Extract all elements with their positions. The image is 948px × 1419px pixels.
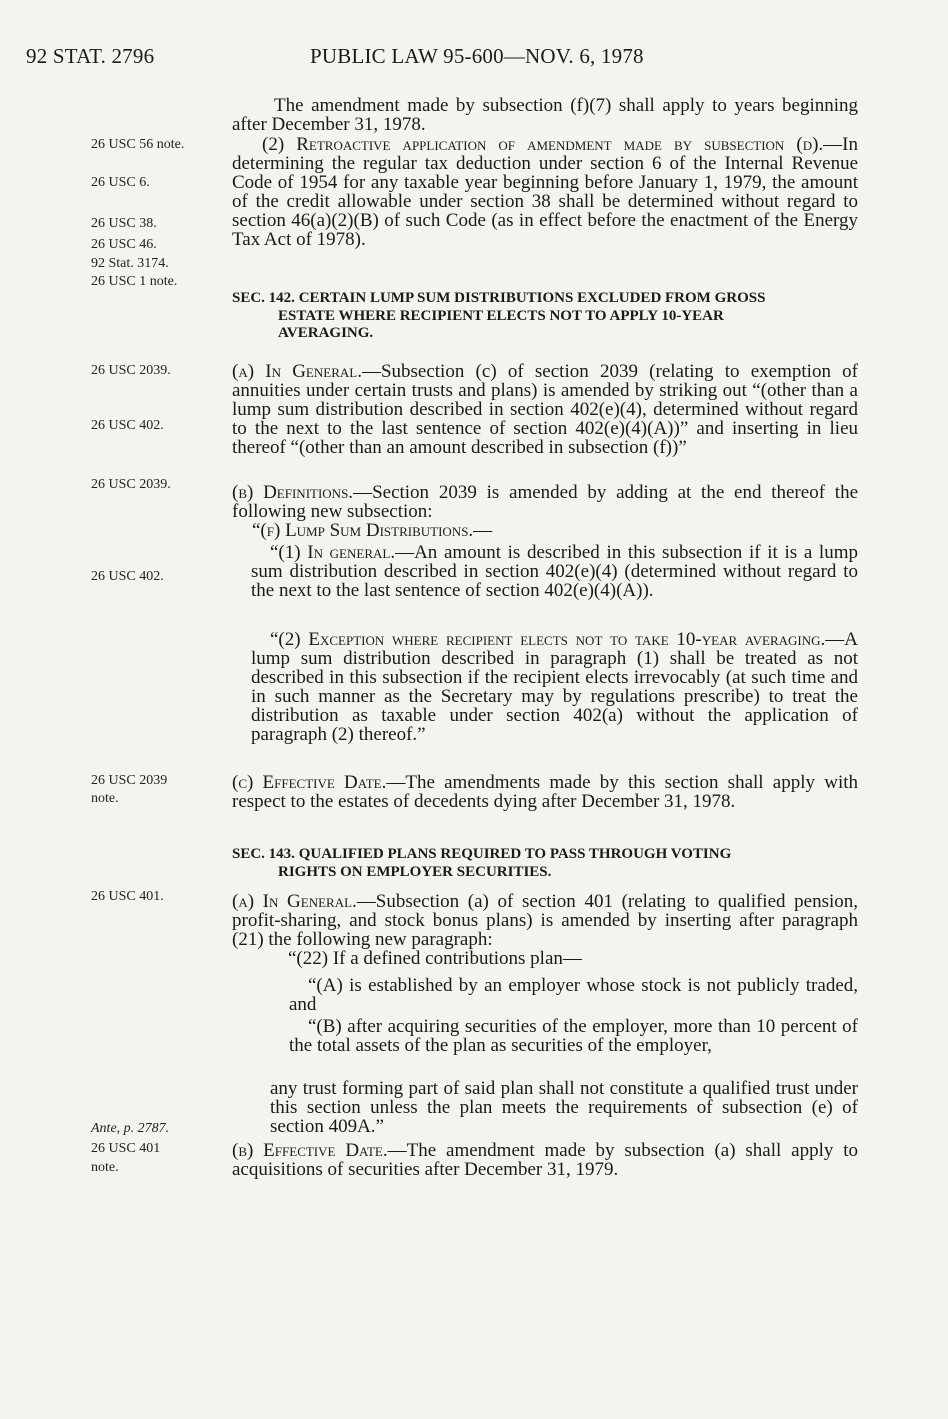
subsection-143-b <box>232 1141 858 1179</box>
margin-note: 26 USC 1 note. <box>91 274 178 289</box>
section-title-line: ESTATE WHERE RECIPIENT ELECTS NOT TO APPLY 10-YEAR <box>278 307 724 324</box>
margin-note: 26 USC 2039. <box>91 363 171 378</box>
paragraph-text: —A lump sum distribution described in paragraph (1) shall be treated as not described in this subsection if the recipient elects irrevocably (at such time and in such manner as the Secretary may by regulations prescribe) to treat the distribution as taxable under section 402(a) without the application of paragraph (2) thereof.” <box>251 629 858 745</box>
subsection-142-c <box>232 773 858 811</box>
margin-note: 26 USC 402. <box>91 569 164 584</box>
paragraph-text: —The amendment made by subsection (a) shall apply to acquisitions of securities after December 31, 1979. <box>232 1140 858 1180</box>
paragraph-text: —Section 2039 is amended by adding at the end thereof the following new subsection: <box>232 482 858 522</box>
margin-note: 26 USC 38. <box>91 216 157 231</box>
subsection-heading: (b) Effective Date. <box>232 1140 388 1161</box>
subparagraph-B <box>232 1017 858 1055</box>
paragraph-text: The amendment made by subsection (f)(7) shall apply to years beginning after December 31, 1978. <box>232 95 858 135</box>
new-subsection-heading: “(f) Lump Sum Distributions.— <box>252 520 493 541</box>
section-title-line: RIGHTS ON EMPLOYER SECURITIES. <box>278 863 552 880</box>
subsection-142-a <box>232 362 858 457</box>
section-143-heading <box>232 846 858 881</box>
paragraph-text: —The amendments made by this section shall apply with respect to the estates of decedents dying after December 31, 1978. <box>232 772 859 812</box>
section-title-line: AVERAGING. <box>278 325 374 341</box>
margin-note: 26 USC 2039 <box>91 773 168 788</box>
margin-note: note. <box>91 791 119 806</box>
margin-note: 92 Stat. 3174. <box>91 256 169 271</box>
margin-note: 26 USC 56 note. <box>91 137 185 152</box>
subparagraph-text: “(A) is established by an employer whose stock is not publicly traded, and <box>289 975 858 1015</box>
subparagraph-A <box>232 976 858 1014</box>
subsection-142-b <box>232 483 858 540</box>
paragraph-text: any trust forming part of said plan shall not constitute a qualified trust under this section unless the plan meets the requirements of subsection (e) of section 409A.” <box>270 1078 858 1137</box>
paragraph-retroactive-d <box>232 135 858 249</box>
paragraph-text: —An amount is described in this subsection if it is a lump sum distribution described in section 402(e)(4) (determined without regard to the next to the last sentence of section 402(e)(4)(A)). <box>251 542 858 601</box>
section-title-line: QUALIFIED PLANS REQUIRED TO PASS THROUGH VOTING <box>298 846 732 862</box>
trust-clause <box>232 1079 858 1136</box>
subsection-143-a <box>232 892 858 968</box>
subsection-heading: (c) Effective Date. <box>232 772 387 793</box>
paragraph-heading: “(1) In general. <box>270 542 396 563</box>
paragraph-f2 <box>232 630 858 744</box>
paragraph-heading: “(2) Exception where recipient elects not to take 10-year averaging. <box>270 629 826 650</box>
subsection-heading: (2) Retroactive application of amendment made by subsection (d). <box>262 134 824 155</box>
subsection-heading: (a) In General. <box>232 891 357 912</box>
margin-note: 26 USC 46. <box>91 237 157 252</box>
section-142-heading <box>232 290 858 343</box>
margin-note: Ante, p. 2787. <box>91 1121 170 1136</box>
margin-note: 26 USC 401. <box>91 889 164 904</box>
page-running-title: PUBLIC LAW 95-600—NOV. 6, 1978 <box>310 44 644 68</box>
paragraph-f1 <box>232 543 858 600</box>
margin-note: 26 USC 402. <box>91 418 164 433</box>
subparagraph-text: “(B) after acquiring securities of the employer, more than 10 percent of the total assets of the plan as securities of the employer, <box>289 1016 858 1056</box>
margin-note: 26 USC 401 <box>91 1141 161 1156</box>
paragraph-22: “(22) If a defined contributions plan— <box>288 948 582 969</box>
subsection-heading: (b) Definitions. <box>232 482 354 503</box>
paragraph-text: —Subsection (a) of section 401 (relating to qualified pension, profit-sharing, and stock bonus plans) is amended by inserting after paragraph (21) the following new paragraph: <box>232 891 859 950</box>
margin-note: note. <box>91 1160 119 1175</box>
paragraph-text: —Subsection (c) of section 2039 (relating to exemption of annuities under certain trusts and plans) is amended by striking out “(other than a lump sum distribution described in section 402(e)(4), determined without regard to the next to the last sentence of section 402(e)(4)(A))” and inserting in lieu thereof “(other than an amount described in subsection (f))” <box>232 361 858 458</box>
section-number: SEC. 143. <box>232 846 295 862</box>
paragraph-retroactive-f7 <box>232 96 858 134</box>
margin-note: 26 USC 6. <box>91 175 150 190</box>
section-number: SEC. 142. <box>232 290 295 306</box>
margin-note: 26 USC 2039. <box>91 477 171 492</box>
section-title-line: CERTAIN LUMP SUM DISTRIBUTIONS EXCLUDED FROM GROSS <box>298 290 766 306</box>
page-stat-number: 92 STAT. 2796 <box>26 44 155 68</box>
paragraph-text: —In determining the regular tax deduction under section 6 of the Internal Revenue Code of 1954 for any taxable year beginning before January 1, 1979, the amount of the credit allowable under section 38 shall be determined without regard to section 46(a)(2)(B) of such Code (as in effect before the enactment of the Energy Tax Act of 1978). <box>232 134 858 250</box>
subsection-heading: (a) In General. <box>232 361 362 382</box>
